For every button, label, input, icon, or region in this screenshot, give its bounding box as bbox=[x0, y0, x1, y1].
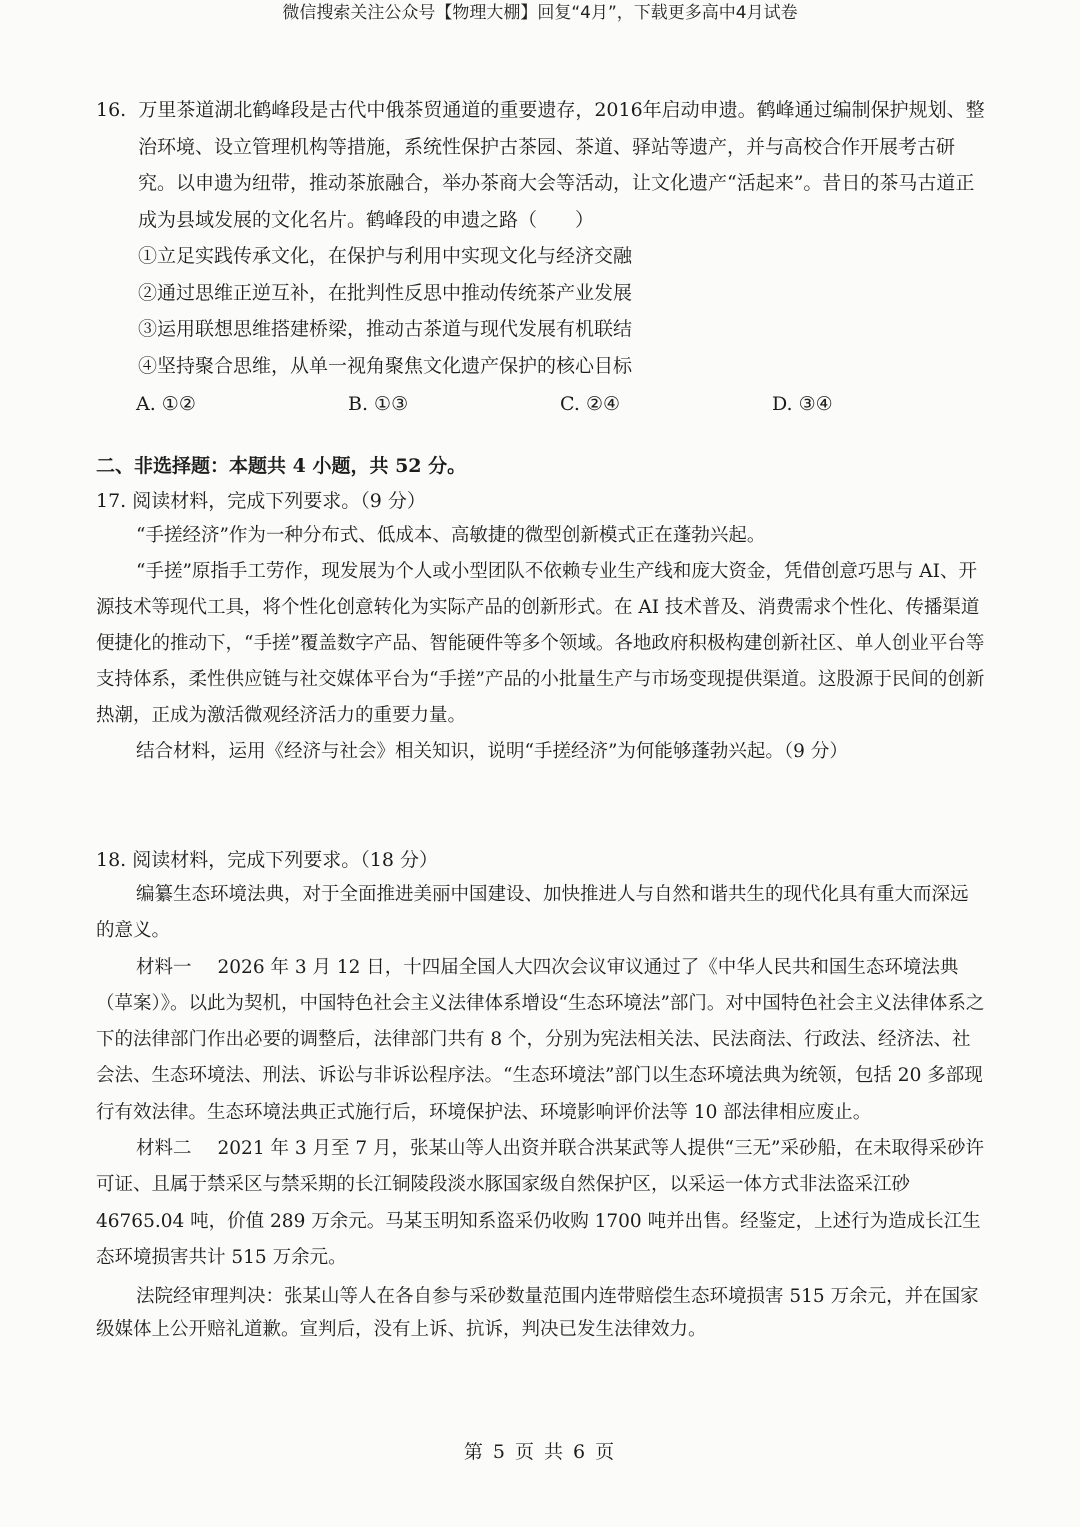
question-16-number: 16. bbox=[96, 99, 127, 121]
court-ruling: 法院经审理判决：张某山等人在各自参与采砂数量范围内连带赔偿生态环境损害 515 万余元，并在国家级媒体上公开赔礼道歉。宣判后，没有上诉、抗诉，判决已发生法律效力。 bbox=[96, 1286, 979, 1341]
material-1-label: 材料一 bbox=[136, 956, 192, 978]
material-1 bbox=[96, 950, 986, 1131]
option-3: ③运用联想思维搭建桥梁，推动古茶道与现代发展有机联结 bbox=[138, 318, 633, 340]
question-16 bbox=[96, 92, 986, 422]
option-2: ②通过思维正逆互补，在批判性反思中推动传统茶产业发展 bbox=[138, 281, 633, 304]
question-17-header: 17. 阅读材料，完成下列要求。（9 分） bbox=[96, 490, 426, 512]
question-17-paragraph: “手搓”原指手工劳作，现发展为个人或小型团队不依赖专业生产线和庞大资金，凭借创意巧思与 AI、开源技术等现代工具，将个性化创意转化为实际产品的创新形式。在 AI 技术普及、消费需求个性化、传播渠道便捷化的推动下，“手搓”覆盖数字产品、智能硬件等多个领域。各地政府积极构建创新社区、单人创业平台等支持体系，柔性供应链与社交媒体平台为“手搓”产品的小批量生产与市场变现提供渠道。这股源于民间的创新热潮，正成为激活微观经济活力的重要力量。 bbox=[96, 561, 985, 726]
option-1: ①立足实践传承文化，在保护与利用中实现文化与经济交融 bbox=[138, 245, 633, 267]
question-18-intro: 编纂生态环境法典，对于全面推进美丽中国建设、加快推进人与自然和谐共生的现代化具有重大而深远的意义。 bbox=[96, 884, 969, 942]
question-16-stem bbox=[96, 92, 986, 238]
question-17 bbox=[96, 484, 986, 770]
answer-choices bbox=[96, 386, 986, 422]
question-16-text: 万里茶道湖北鹤峰段是古代中俄茶贸通道的重要遗存，2016年启动申遗。鹤峰通过编制保护规划、整治环境、设立管理机构等措施，系统性保护古茶园、茶道、驿站等遗产，并与高校合作开展考古研究。以申遗为纽带，推动茶旅融合，举办茶商大会等活动，让文化遗产“活起来”。昔日的茶马古道正成为县域发展的文化名片。鹤峰段的申遗之路（ ） bbox=[138, 99, 985, 231]
choice-a: A. ①② bbox=[136, 393, 196, 415]
choice-c: C. ②④ bbox=[560, 393, 621, 415]
question-17-prompt: 结合材料，运用《经济与社会》相关知识，说明“手搓经济”为何能够蓬勃兴起。（9 分） bbox=[136, 741, 848, 762]
material-2 bbox=[96, 1131, 986, 1276]
material-2-text: 2021 年 3 月至 7 月，张某山等人出资并联合洪某武等人提供“三无”采砂船，在未取得采砂许可证、且属于禁采区与禁采期的长江铜陵段淡水豚国家级自然保护区，以采运一体方式非法盗采江砂 46765.04 吨，价值 289 万余元。马某玉明知系盗采仍收购 1700 吨并出售。经鉴定，上述行为造成长江生态环境损害共计 515 万余元。 bbox=[96, 1138, 984, 1268]
choice-d: D. ③④ bbox=[772, 393, 833, 415]
question-17-paragraph: “手搓经济”作为一种分布式、低成本、高敏捷的微型创新模式正在蓬勃兴起。 bbox=[136, 525, 766, 546]
choice-b: B. ①③ bbox=[348, 393, 409, 415]
page-footer: 第 5 页 共 6 页 bbox=[463, 1441, 617, 1463]
question-18 bbox=[96, 843, 986, 1346]
section-2-heading: 二、非选择题：本题共 4 小题，共 52 分。 bbox=[96, 455, 467, 477]
option-4: ④坚持聚合思维，从单一视角聚焦文化遗产保护的核心目标 bbox=[138, 354, 633, 377]
page-banner: 微信搜索关注公众号【物理大棚】回复“4月”，下载更多高中4月试卷 bbox=[282, 3, 798, 23]
material-2-label: 材料二 bbox=[136, 1138, 192, 1160]
material-1-text: 2026 年 3 月 12 日，十四届全国人大四次会议审议通过了《中华人民共和国生态环境法典（草案）》。以此为契机，中国特色社会主义法律体系增设“生态环境法”部门。对中国特色社会主义法律体系之下的法律部门作出必要的调整后，法律部门共有 8 个，分别为宪法相关法、民法商法、行政法、经济法、社会法、生态环境法、刑法、诉讼与非诉讼程序法。“生态环境法”部门以生态环境法典为统领，包括 20 多部现行有效法律。生态环境法典正式施行后，环境保护法、环境影响评价法等 10 部法律相应废止。 bbox=[96, 956, 985, 1123]
question-18-header: 18. 阅读材料，完成下列要求。（18 分） bbox=[96, 849, 438, 871]
